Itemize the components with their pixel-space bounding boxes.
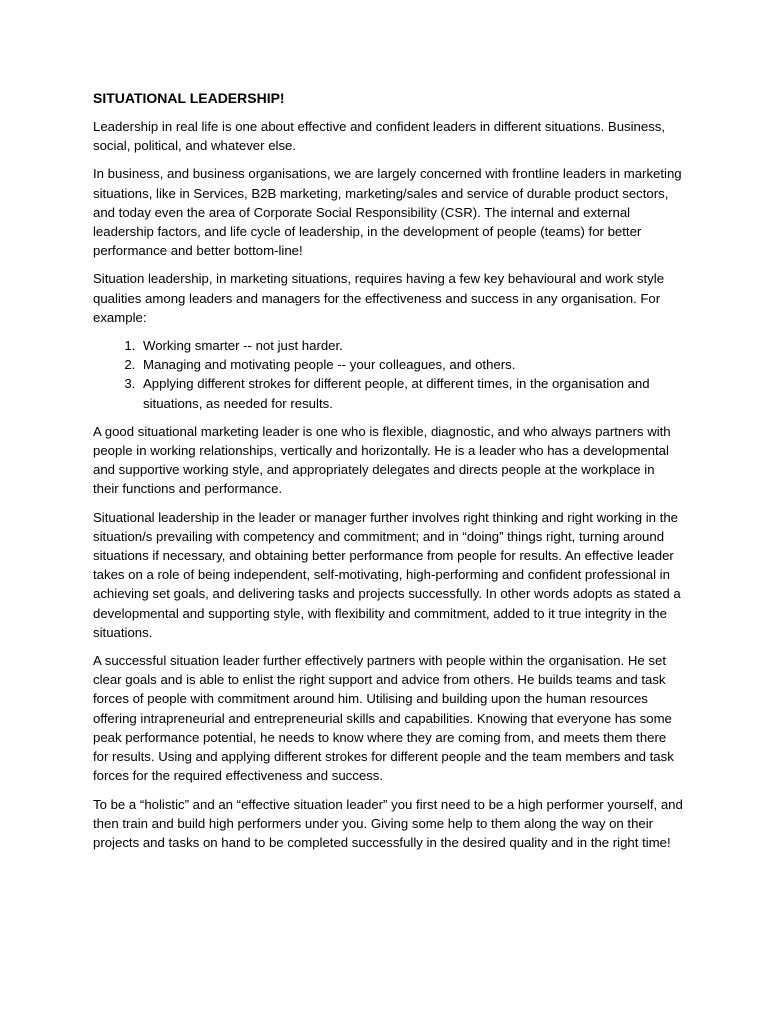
list-item: 3. Applying different strokes for different people, at different times, in the organisation and situations, as needed for results. <box>139 374 683 412</box>
examples-list <box>93 336 683 413</box>
paragraph-business: In business, and business organisations, we are largely concerned with frontline leaders in marketing situations, like in Services, B2B marketing, marketing/sales and service of durable product sectors, and today even the area of Corporate Social Responsibility (CSR). The internal and external leadership factors, and life cycle of leadership, in the development of people (teams) for better performance and better bottom-line! <box>93 166 682 259</box>
paragraph-situation-leadership: Situation leadership, in marketing situations, requires having a few key behavioural and work style qualities among leaders and managers for the effectiveness and success in any organisation. For example: <box>93 271 665 325</box>
paragraph-intro: Leadership in real life is one about effective and confident leaders in different situations. Business, social, political, and whatever else. <box>93 119 666 154</box>
list-item: 1. Working smarter -- not just harder. <box>139 336 683 355</box>
document-title: SITUATIONAL LEADERSHIP! <box>93 90 285 106</box>
paragraph-good-leader: A good situational marketing leader is one who is flexible, diagnostic, and who always partners with people in working relationships, vertically and horizontally. He is a leader who has a developmental and supportive working style, and appropriately delegates and directs people at the workplace in their functions and performance. <box>93 423 671 497</box>
list-item: 2. Managing and motivating people -- your colleagues, and others. <box>139 355 683 374</box>
paragraph-right-thinking: Situational leadership in the leader or manager further involves right thinking and right working in the situation/s prevailing with competency and commitment; and in “doing” things right, turning around situations if necessary, and obtaining better performance from people for results. An effective leader takes on a role of being independent, self-motivating, high-performing and confident professional in achieving set goals, and delivering tasks and projects successfully. In other words adopts as stated a developmental and supporting style, with flexibility and commitment, added to it true integrity in the situations. <box>93 509 681 640</box>
paragraph-successful-leader: A successful situation leader further effectively partners with people within the organisation. He set clear goals and is able to enlist the right support and advice from others. He builds teams and task forces of people with commitment around him. Utilising and building upon the human resources offering intrapreneurial and entrepreneurial skills and capabilities. Knowing that everyone has some peak performance potential, he needs to know where they are coming from, and meets them there for results. Using and applying different strokes for different people and the team members and task forces for the required effectiveness and success. <box>93 653 674 784</box>
paragraph-holistic: To be a “holistic” and an “effective situation leader” you first need to be a high performer yourself, and then train and build high performers under you. Giving some help to them along the way on their projects and tasks on hand to be completed successfully in the desired quality and in the right time! <box>93 796 683 850</box>
document-page <box>93 88 683 861</box>
